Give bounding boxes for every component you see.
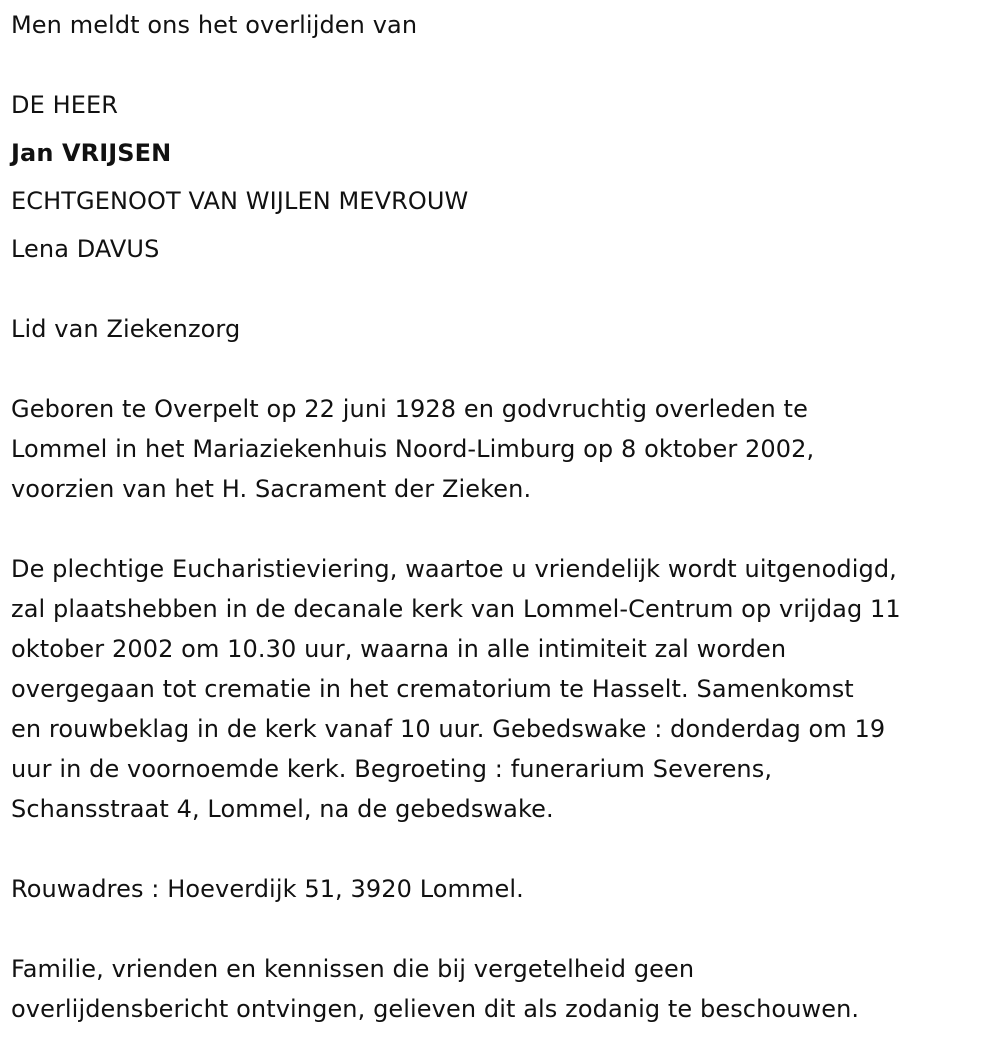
intro-line: Men meldt ons het overlijden van — [11, 11, 418, 39]
closing-line: overlijdensbericht ontvingen, gelieven dit als zodanig te beschouwen. — [11, 995, 860, 1023]
ceremony-line: zal plaatshebben in de decanale kerk van Lommel-Centrum op vrijdag 11 — [11, 595, 901, 623]
mourning-address: Rouwadres : Hoeverdijk 51, 3920 Lommel. — [11, 875, 524, 903]
birth-death-line: Geboren te Overpelt op 22 juni 1928 en godvruchtig overleden te — [11, 395, 808, 423]
membership-line: Lid van Ziekenzorg — [11, 315, 241, 343]
ceremony-line: De plechtige Eucharistieviering, waartoe u vriendelijk wordt uitgenodigd, — [11, 555, 897, 583]
ceremony-line: Schansstraat 4, Lommel, na de gebedswake. — [11, 795, 554, 823]
ceremony-line: oktober 2002 om 10.30 uur, waarna in alle intimiteit zal worden — [11, 635, 787, 663]
deceased-name: Jan VRIJSEN — [11, 139, 172, 167]
ceremony-line: uur in de voornoemde kerk. Begroeting : funerarium Severens, — [11, 755, 773, 783]
spouse-name: Lena DAVUS — [11, 235, 160, 263]
birth-death-line: voorzien van het H. Sacrament der Zieken. — [11, 475, 532, 503]
closing-line: Familie, vrienden en kennissen die bij vergetelheid geen — [11, 955, 695, 983]
ceremony-line: overgegaan tot crematie in het crematorium te Hasselt. Samenkomst — [11, 675, 854, 703]
ceremony-line: en rouwbeklag in de kerk vanaf 10 uur. Gebedswake : donderdag om 19 — [11, 715, 886, 743]
birth-death-line: Lommel in het Mariaziekenhuis Noord-Limburg op 8 oktober 2002, — [11, 435, 815, 463]
honorific: DE HEER — [11, 91, 119, 119]
spouse-label: ECHTGENOOT VAN WIJLEN MEVROUW — [11, 187, 469, 215]
